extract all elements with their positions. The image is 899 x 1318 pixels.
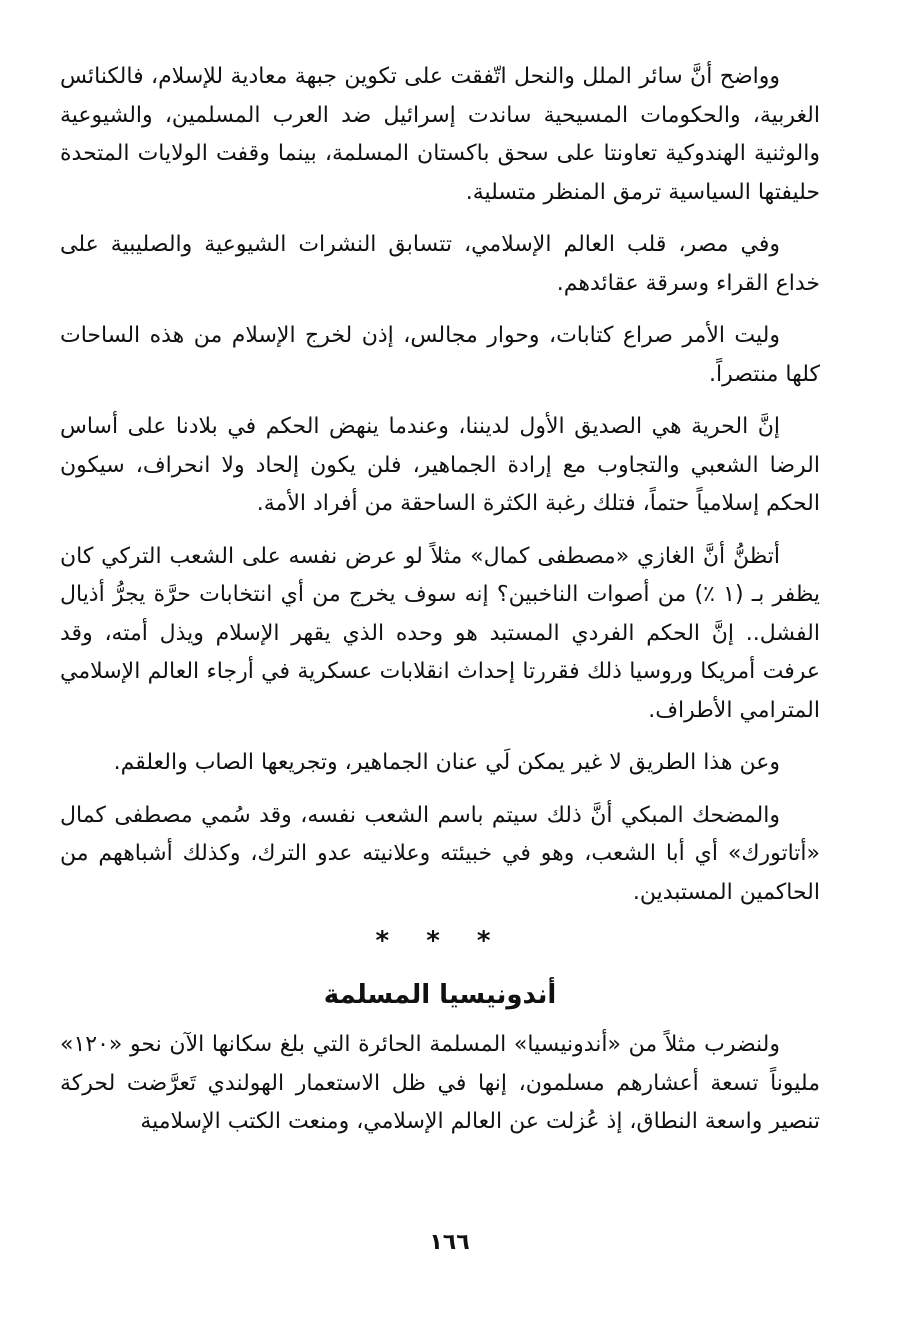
page-number: ١٦٦ xyxy=(429,1230,470,1255)
paragraph: وفي مصر، قلب العالم الإسلامي، تتسابق النشرات الشيوعية والصليبية على خداع القراء وسرقة عقائدهم. xyxy=(60,232,820,296)
paragraph: وليت الأمر صراع كتابات، وحوار مجالس، إذن لخرج الإسلام من هذه الساحات كلها منتصراً. xyxy=(60,323,820,387)
page-body xyxy=(60,58,820,1156)
paragraph: وعن هذا الطريق لا غير يمكن لَي عنان الجماهير، وتجريعها الصاب والعلقم. xyxy=(113,750,780,775)
section-separator: * * * xyxy=(375,926,505,956)
paragraph: أتظنُّ أنَّ الغازي «مصطفى كمال» مثلاً لو عرض نفسه على الشعب التركي كان يظفر بـ (١ ٪) من أصوات الناخبين؟ إنه سوف يخرج من أي انتخابات حرَّة يجرُّ أذيال الفشل.. إنَّ الحكم الفردي المستبد هو وحده الذي يقهر الإسلام ويذل أمته، وقد عرفت أمريكا وروسيا ذلك فقررتا إحداث انقلابات عسكرية في أرجاء العالم الإسلامي المترامي الأطراف. xyxy=(60,543,820,723)
paragraph: ولنضرب مثلاً من «أندونيسيا» المسلمة الحائرة التي بلغ سكانها الآن نحو «١٢٠» مليوناً تسعة أعشارهم مسلمون، إنها في ظل الاستعمار الهولندي تَعرَّضت لحركة تنصير واسعة النطاق، إذ عُزلت عن العالم الإسلامي، ومنعت الكتب الإسلامية xyxy=(60,1032,820,1134)
section-heading: أندونيسيا المسلمة xyxy=(323,980,557,1010)
paragraph: والمضحك المبكي أنَّ ذلك سيتم باسم الشعب نفسه، وقد سُمي مصطفى كمال «أتاتورك» أي أبا الشعب، وهو في خبيئته وعلانيته عدو الترك، وكذلك أشباههم من الحاكمين المستبدين. xyxy=(60,802,820,905)
paragraph: إنَّ الحرية هي الصديق الأول لديننا، وعندما ينهض الحكم في بلادنا على أساس الرضا الشعبي والتجاوب مع إرادة الجماهير، فلن يكون إلحاد ولا انحراف، سيكون الحكم إسلامياً حتماً، فتلك رغبة الكثرة الساحقة من أفراد الأمة. xyxy=(60,414,820,516)
paragraph: وواضح أنَّ سائر الملل والنحل اتّفقت على تكوين جبهة معادية للإسلام، فالكنائس الغربية، والحكومات المسيحية ساندت إسرائيل ضد العرب المسلمين، والشيوعية والوثنية الهندوكية تعاونتا على سحق باكستان المسلمة، بينما وقفت الولايات المتحدة حليفتها السياسية ترمق المنظر متسلية. xyxy=(60,64,820,205)
